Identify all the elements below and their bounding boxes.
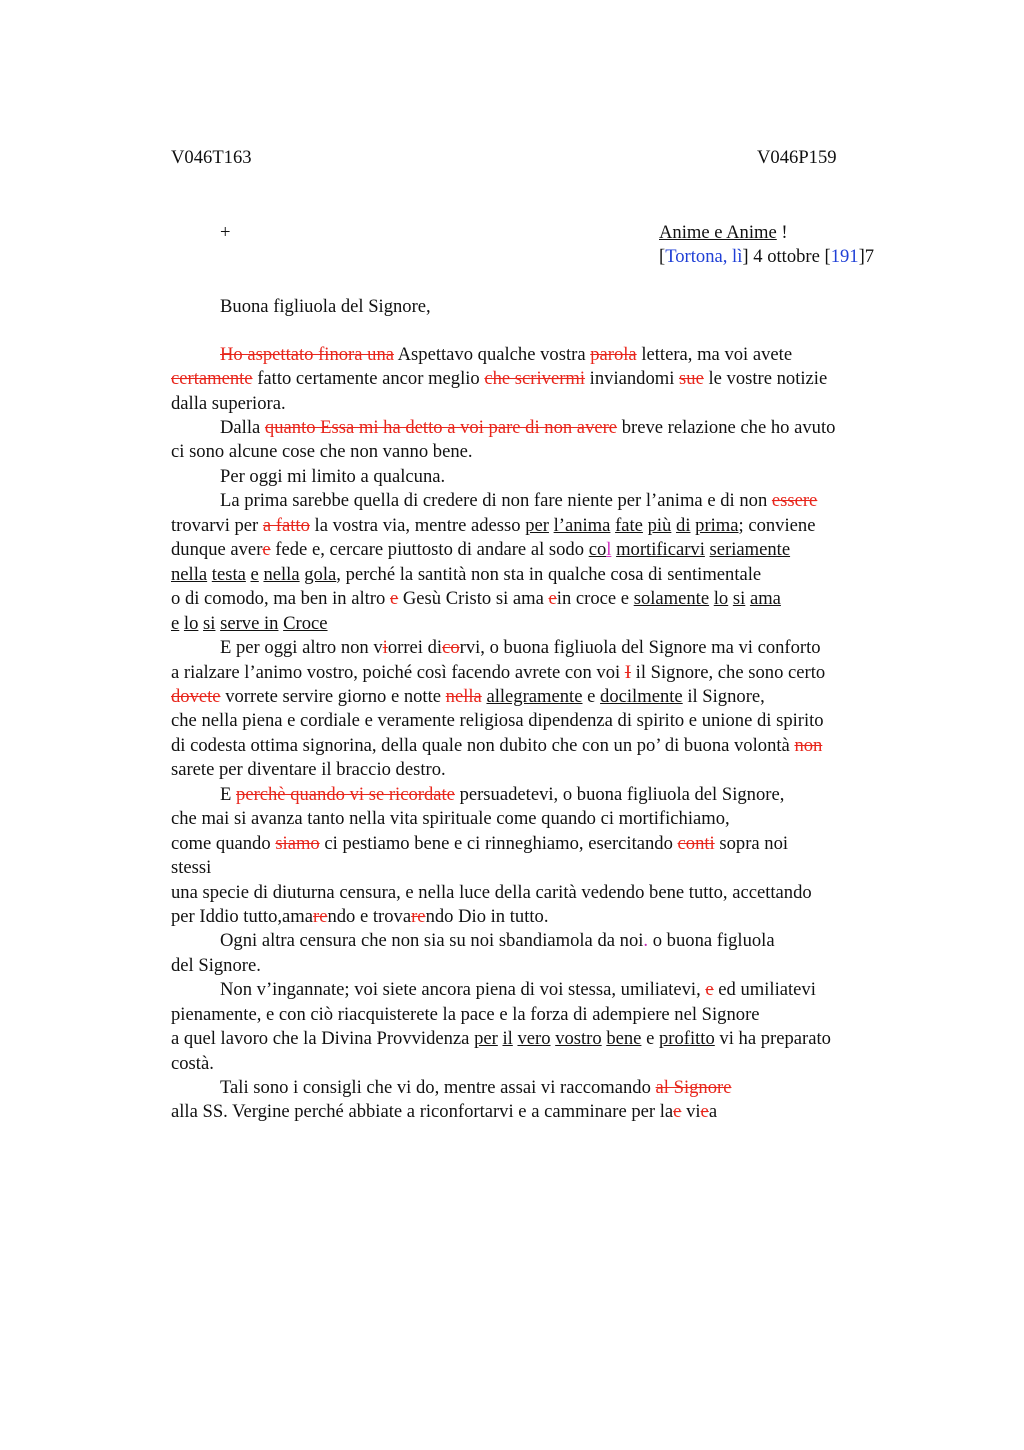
text-line-9: dunque avere fede e, cercare piuttosto di andare al sodo col mortificarvi seriamente xyxy=(171,539,791,560)
text-line-16: che nella piena e cordiale e veramente religiosa dipendenza di spirito e unione di spirito xyxy=(171,710,824,731)
text-line-19: E perchè quando vi se ricordate persuadetevi, o buona figliuola del Signore, xyxy=(220,784,785,805)
text-line-13: E per oggi altro non viorrei dicorvi, o buona figliuola del Signore ma vi conforto xyxy=(220,637,821,658)
text-line-8: trovarvi per a fatto la vostra via, mentre adesso per l’anima fate più di prima; conviene xyxy=(171,515,816,536)
text-line-31: Tali sono i consigli che vi do, mentre assai vi raccomando al Signore xyxy=(220,1077,732,1098)
text-line-18: sarete per diventare il braccio destro. xyxy=(171,759,446,780)
place-date: [Tortona, lì] 4 ottobre [191]7 xyxy=(659,246,875,267)
text-line-20: che mai si avanza tanto nella vita spirituale come quando ci mortifichiamo, xyxy=(171,808,730,829)
document-title: Anime e Anime ! xyxy=(659,222,788,243)
text-line-1: Ho aspettato finora una Aspettavo qualche vostra parola lettera, ma voi avete xyxy=(220,344,793,365)
text-line-28: pienamente, e con ciò riacquisterete la pace e la forza di adempiere nel Signore xyxy=(171,1004,760,1025)
text-line-15: dovete vorrete servire giorno e notte nella allegramente e docilmente il Signore, xyxy=(171,686,765,707)
text-line-21: come quando siamo ci pestiamo bene e ci rinneghiamo, esercitando conti sopra noi xyxy=(171,833,789,854)
text-line-3: dalla superiora. xyxy=(171,393,286,414)
text-line-24: per Iddio tutto,amarendo e trovarendo Dio in tutto. xyxy=(171,906,549,927)
cross-symbol: + xyxy=(220,222,231,243)
text-line-22: stessi xyxy=(171,857,212,878)
document-code-left: V046T163 xyxy=(171,147,252,168)
text-line-30: costà. xyxy=(171,1053,214,1074)
text-line-27: Non v’ingannate; voi siete ancora piena di voi stessa, umiliatevi, e ed umiliatevi xyxy=(220,979,816,1000)
text-line-25: Ogni altra censura che non sia su noi sbandiamola da noi. o buona figluola xyxy=(220,930,775,951)
text-line-23: una specie di diuturna censura, e nella luce della carità vedendo bene tutto, accettando xyxy=(171,882,812,903)
text-line-26: del Signore. xyxy=(171,955,261,976)
text-line-7: La prima sarebbe quella di credere di non fare niente per l’anima e di non essere xyxy=(220,490,818,511)
text-line-29: a quel lavoro che la Divina Provvidenza per il vero vostro bene e profitto vi ha preparato xyxy=(171,1028,831,1049)
document-code-right: V046P159 xyxy=(757,147,837,168)
text-line-32: alla SS. Vergine perché abbiate a riconfortarvi e a camminare per lae viea xyxy=(171,1101,718,1122)
text-line-12: e lo si serve in Croce xyxy=(171,613,328,634)
text-line-4: Dalla quanto Essa mi ha detto a voi pare di non avere breve relazione che ho avuto xyxy=(220,417,836,438)
text-line-10: nella testa e nella gola, perché la santità non sta in qualche cosa di sentimentale xyxy=(171,564,762,585)
text-line-17: di codesta ottima signorina, della quale non dubito che con un po’ di buona volontà non xyxy=(171,735,823,756)
salutation: Buona figliuola del Signore, xyxy=(220,296,431,317)
text-line-2: certamente fatto certamente ancor meglio che scrivermi inviandomi sue le vostre notizie xyxy=(171,368,828,389)
text-line-14: a rialzare l’animo vostro, poiché così facendo avrete con voi I il Signore, che sono certo xyxy=(171,662,826,683)
text-line-11: o di comodo, ma ben in altro e Gesù Cristo si ama ein croce e solamente lo si ama xyxy=(171,588,781,609)
text-line-5: ci sono alcune cose che non vanno bene. xyxy=(171,441,473,462)
text-line-6: Per oggi mi limito a qualcuna. xyxy=(220,466,446,487)
